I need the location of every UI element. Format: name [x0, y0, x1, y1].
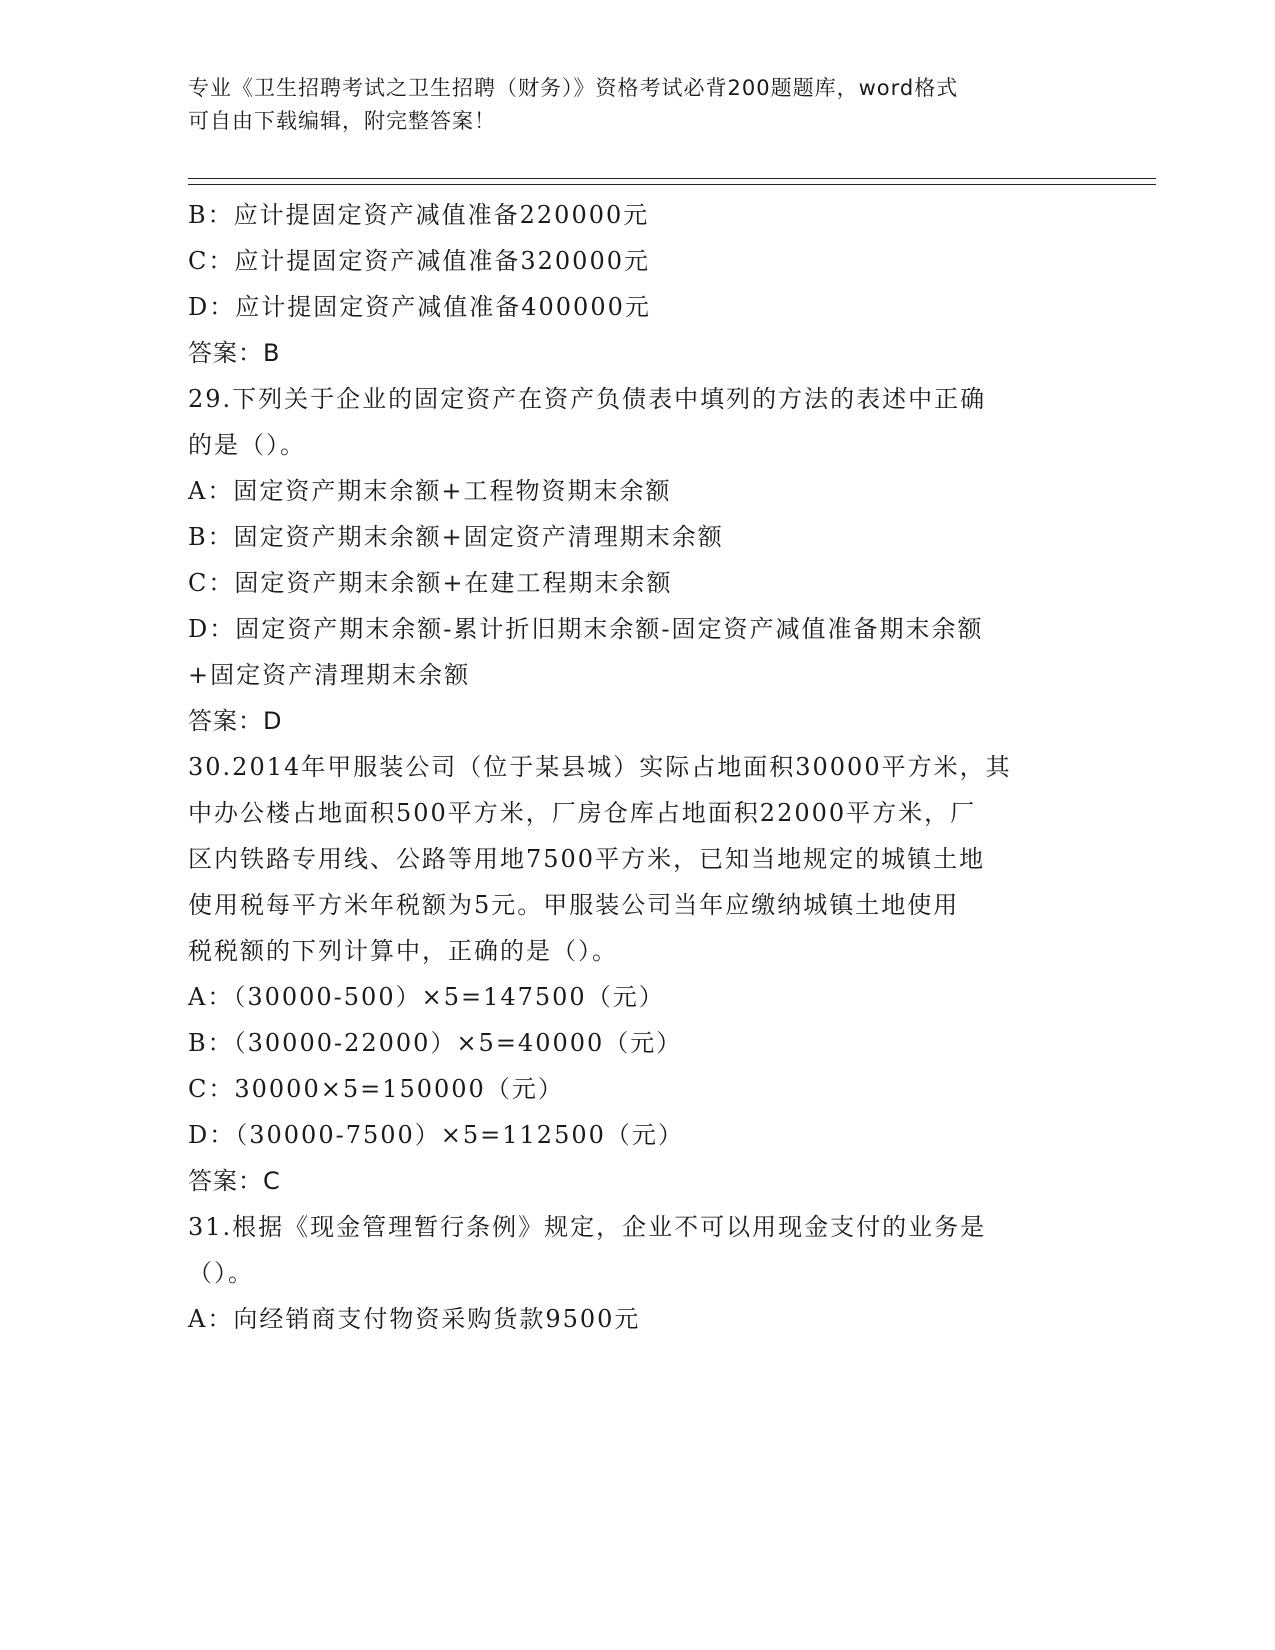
option-d-continued: +固定资产清理期末余额 [188, 661, 471, 689]
option-c: C：30000×5=150000（元） [188, 1075, 564, 1103]
question-30 [188, 744, 1088, 1204]
option-a: A：向经销商支付物资采购货款9500元 [188, 1305, 641, 1333]
option-a: A：固定资产期末余额+工程物资期末余额 [188, 477, 672, 505]
question-stem: （）。 [188, 1259, 254, 1287]
question-content [188, 192, 1088, 1342]
question-31 [188, 1204, 1088, 1342]
question-stem: 税税额的下列计算中，正确的是（）。 [188, 937, 618, 965]
option-b: B：（30000-22000）×5=40000（元） [188, 1029, 683, 1057]
question-28 [188, 192, 1088, 376]
answer: 答案：C [188, 1167, 281, 1195]
option-d: D：固定资产期末余额-累计折旧期末余额-固定资产减值准备期末余额 [188, 615, 984, 643]
header-line-1: 专业《卫生招聘考试之卫生招聘（财务）》资格考试必背200题题库，word格式 [188, 76, 959, 100]
question-stem: 30.2014年甲服装公司（位于某县城）实际占地面积30000平方米，其 [188, 753, 1012, 781]
answer: 答案：D [188, 707, 283, 735]
question-stem: 的是（）。 [188, 431, 306, 459]
option-d: D：（30000-7500）×5=112500（元） [188, 1121, 684, 1149]
header-line-2: 可自由下载编辑，附完整答案！ [188, 109, 496, 133]
question-stem: 29.下列关于企业的固定资产在资产负债表中填列的方法的表述中正确 [188, 385, 987, 413]
question-stem: 区内铁路专用线、公路等用地7500平方米，已知当地规定的城镇土地 [188, 845, 986, 873]
option-c: C：应计提固定资产减值准备320000元 [188, 247, 650, 275]
question-stem: 31.根据《现金管理暂行条例》规定，企业不可以用现金支付的业务是 [188, 1213, 987, 1241]
page-header [188, 72, 1088, 138]
option-d: D：应计提固定资产减值准备400000元 [188, 293, 651, 321]
option-b: B：固定资产期末余额+固定资产清理期末余额 [188, 523, 724, 551]
option-c: C：固定资产期末余额+在建工程期末余额 [188, 569, 673, 597]
question-29 [188, 376, 1088, 744]
question-stem: 中办公楼占地面积500平方米，厂房仓库占地面积22000平方米，厂 [188, 799, 977, 827]
option-b: B：应计提固定资产减值准备220000元 [188, 201, 650, 229]
question-stem: 使用税每平方米年税额为5元。甲服装公司当年应缴纳城镇土地使用 [188, 891, 960, 919]
option-a: A：（30000-500）×5=147500（元） [188, 983, 665, 1011]
header-divider [188, 178, 1156, 185]
answer: 答案：B [188, 339, 281, 367]
